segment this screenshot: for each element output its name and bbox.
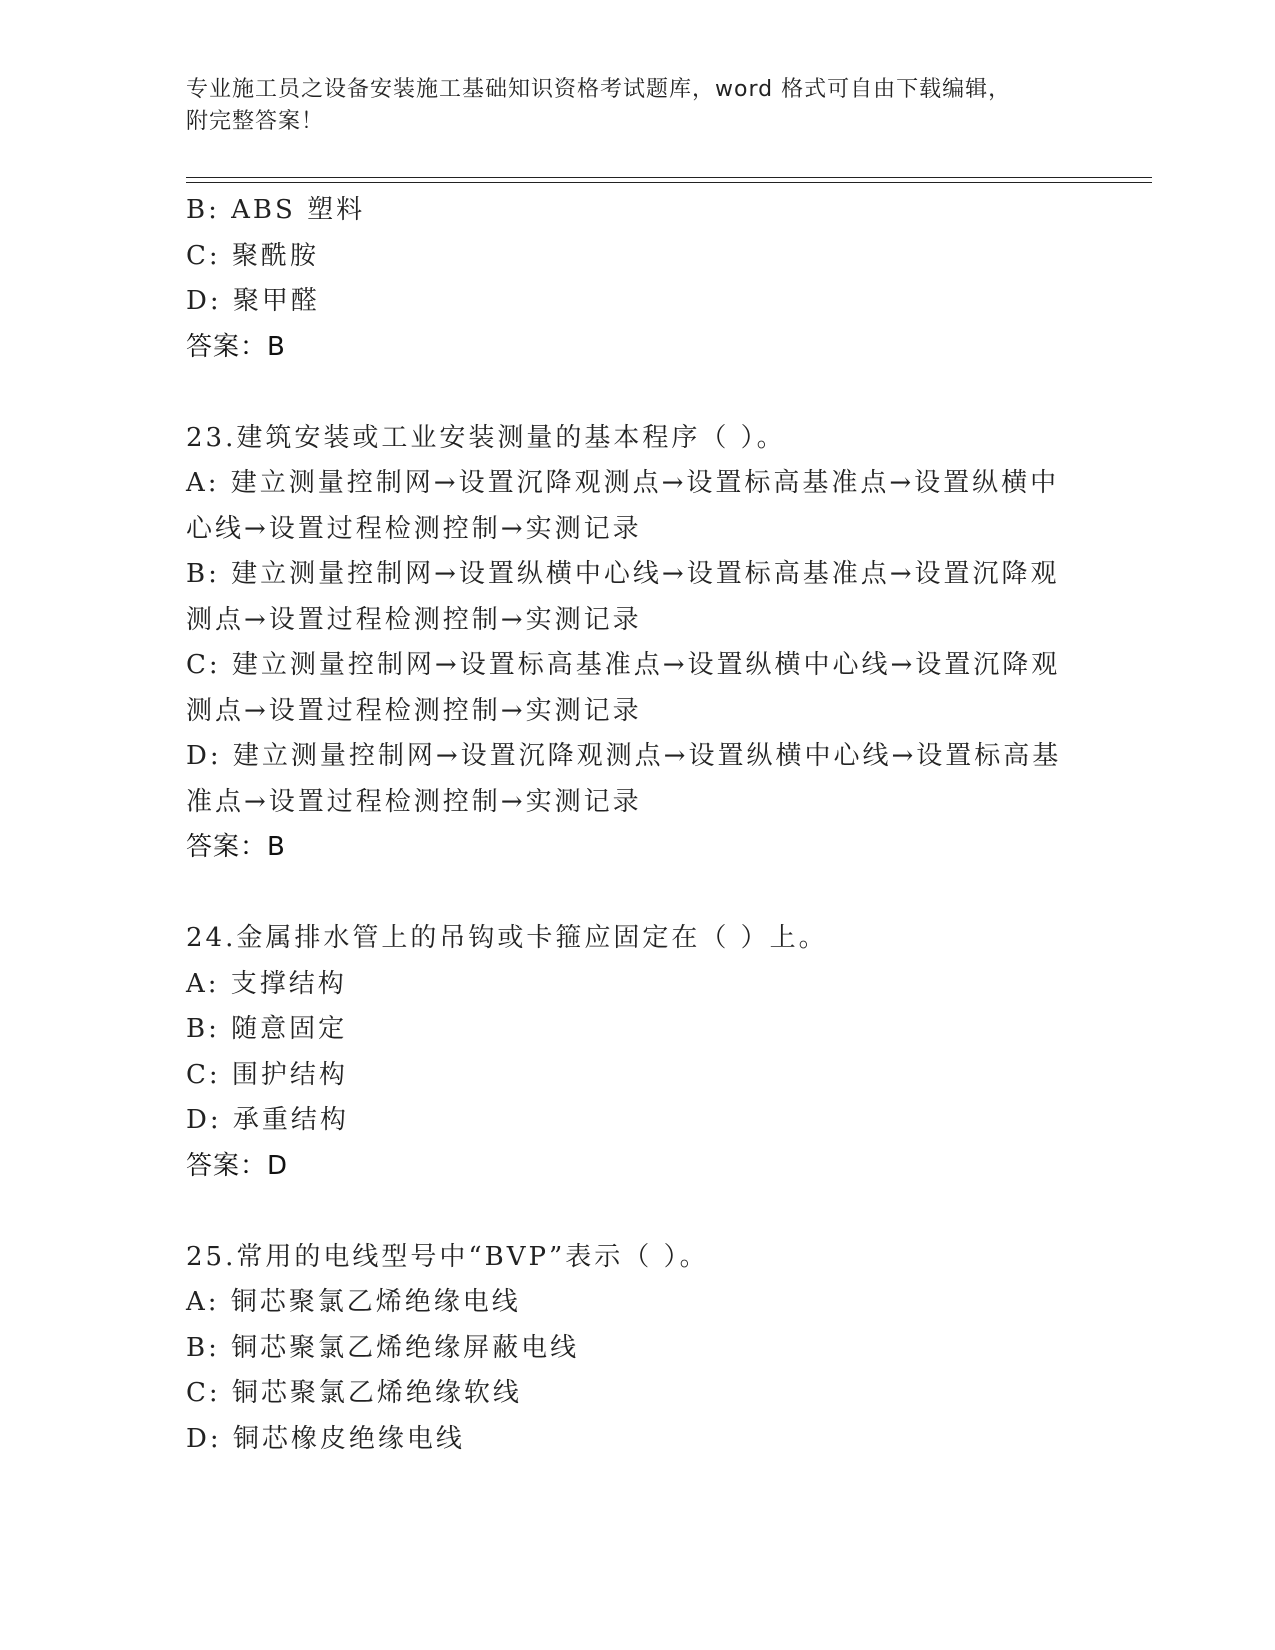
question-23 — [186, 416, 1086, 871]
q24-option-d: D: 承重结构 — [186, 1105, 349, 1135]
q23-option-d-line-1: D: 建立测量控制网→设置沉降观测点→设置纵横中心线→设置标高基 — [186, 741, 1062, 771]
q25-question: 25.常用的电线型号中“BVP”表示（ ）。 — [186, 1241, 709, 1272]
q23-option-c-line-1: C: 建立测量控制网→设置标高基准点→设置纵横中心线→设置沉降观 — [186, 650, 1061, 680]
question-25 — [186, 1235, 1086, 1463]
q22-answer: 答案：B — [186, 331, 286, 362]
question-list — [186, 188, 1086, 1462]
q23-option-b-line-2: 测点→设置过程检测控制→实测记录 — [186, 604, 642, 635]
q23-option-d-line-2: 准点→设置过程检测控制→实测记录 — [186, 786, 642, 817]
q25-option-b: B: 铜芯聚氯乙烯绝缘屏蔽电线 — [186, 1332, 580, 1363]
q23-question: 23.建筑安装或工业安装测量的基本程序（ ）。 — [186, 422, 786, 453]
q25-option-a: A: 铜芯聚氯乙烯绝缘电线 — [186, 1287, 521, 1317]
spacer — [186, 370, 1086, 416]
q23-option-b-line-1: B: 建立测量控制网→设置纵横中心线→设置标高基准点→设置沉降观 — [186, 559, 1060, 589]
q23-answer: 答案：B — [186, 832, 286, 862]
header-title-line-2: 附完整答案！ — [186, 109, 325, 134]
q24-answer: 答案：D — [186, 1150, 289, 1181]
document-header — [186, 74, 1086, 138]
q22-option-c: C: 聚酰胺 — [186, 240, 319, 271]
spacer — [186, 1189, 1086, 1235]
q24-option-a: A: 支撑结构 — [186, 968, 347, 999]
question-24 — [186, 916, 1086, 1189]
spacer — [186, 871, 1086, 917]
q25-option-d: D: 铜芯橡皮绝缘电线 — [186, 1423, 465, 1454]
q23-option-c-line-2: 测点→设置过程检测控制→实测记录 — [186, 695, 642, 726]
q22-option-d: D: 聚甲醛 — [186, 286, 320, 316]
q24-option-b: B: 随意固定 — [186, 1014, 348, 1044]
q23-option-a-line-1: A: 建立测量控制网→设置沉降观测点→设置标高基准点→设置纵横中 — [186, 468, 1060, 498]
header-rule-top — [186, 177, 1152, 178]
q23-option-a-line-2: 心线→设置过程检测控制→实测记录 — [186, 513, 642, 544]
question-22-tail — [186, 188, 1086, 370]
q25-option-c: C: 铜芯聚氯乙烯绝缘软线 — [186, 1378, 522, 1408]
q24-question: 24.金属排水管上的吊钩或卡箍应固定在（ ）上。 — [186, 923, 828, 953]
q22-option-b: B: ABS 塑料 — [186, 195, 366, 225]
header-rule-bottom — [186, 182, 1152, 183]
header-title-line-1: 专业施工员之设备安装施工基础知识资格考试题库，word 格式可自由下载编辑， — [186, 77, 1012, 102]
q24-option-c: C: 围护结构 — [186, 1059, 348, 1090]
